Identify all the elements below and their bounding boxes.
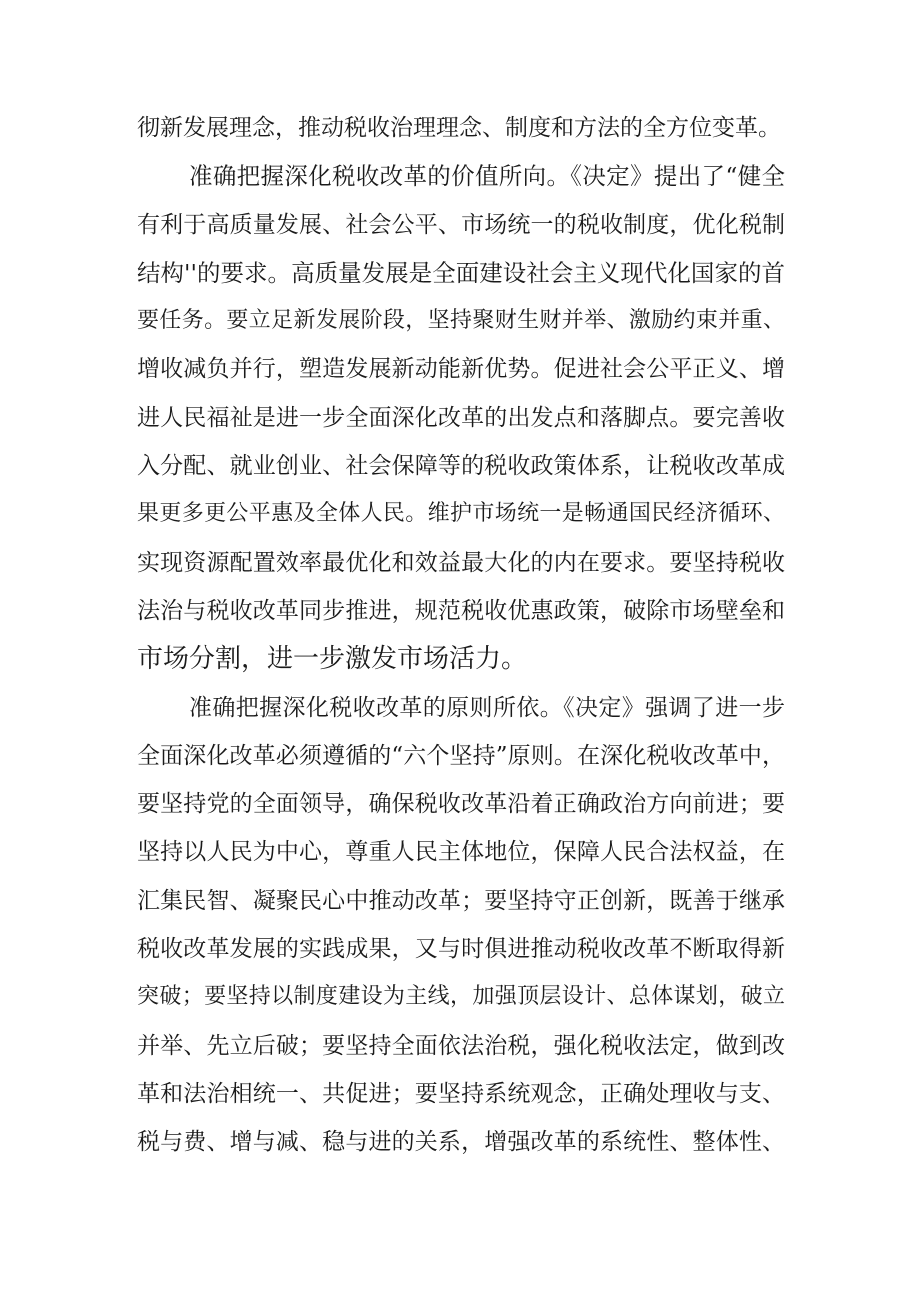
text-line: 有利于高质量发展、社会公平、市场统一的税收制度，优化税制: [137, 211, 785, 238]
text-line: 要坚持党的全面领导，确保税收改革沿着正确政治方向前进；要: [137, 791, 785, 818]
text-line: 并举、先立后破；要坚持全面依法治税，强化税收法定，做到改: [137, 1032, 785, 1059]
text-line: 汇集民智、凝聚民心中推动改革；要坚持守正创新，既善于继承: [137, 887, 785, 914]
text-line: 入分配、就业创业、社会保障等的税收政策体系，让税收改革成: [137, 453, 785, 480]
text-line: 税与费、增与减、稳与进的关系，增强改革的系统性、整体性、: [137, 1129, 785, 1156]
text-line: 增收减负并行，塑造发展新动能新优势。促进社会公平正义、增: [137, 356, 785, 383]
text-line: 坚持以人民为中心，尊重人民主体地位，保障人民合法权益，在: [137, 839, 785, 866]
text-line: 突破；要坚持以制度建设为主线，加强顶层设计、总体谋划，破立: [137, 984, 785, 1010]
text-line: 法治与税收改革同步推进，规范税收优惠政策，破除市场壁垒和: [137, 597, 785, 624]
text-line: 彻新发展理念，推动税收治理理念、制度和方法的全方位变革。: [137, 115, 781, 141]
text-line: 税收改革发展的实践成果，又与时俱进推动税收改革不断取得新: [137, 936, 785, 963]
text-line: 结构''的要求。高质量发展是全面建设社会主义现代化国家的首: [137, 258, 785, 287]
paragraph-last-line: 市场分割，进一步激发市场活力。: [137, 644, 528, 675]
text-line: 进人民福祉是进一步全面深化改革的出发点和落脚点。要完善收: [137, 404, 785, 431]
text-line: 全面深化改革必须遵循的“六个坚持”原则。在深化税收改革中，: [137, 742, 785, 769]
paragraph-first-line: 准确把握深化税收改革的价值所向。《决定》提出了“健全: [189, 162, 785, 191]
text-line: 实现资源配置效率最优化和效益最大化的内在要求。要坚持税收: [137, 549, 785, 576]
text-line: 革和法治相统一、共促进；要坚持系统观念，正确处理收与支、: [137, 1080, 785, 1107]
paragraph-first-line: 准确把握深化税收改革的原则所依。《决定》强调了进一步: [189, 694, 785, 721]
text-line: 果更多更公平惠及全体人民。维护市场统一是畅通国民经济循环、: [137, 501, 785, 527]
body-text: [137, 104, 785, 1167]
text-line: 要任务。要立足新发展阶段，坚持聚财生财并举、激励约束并重、: [137, 308, 785, 334]
